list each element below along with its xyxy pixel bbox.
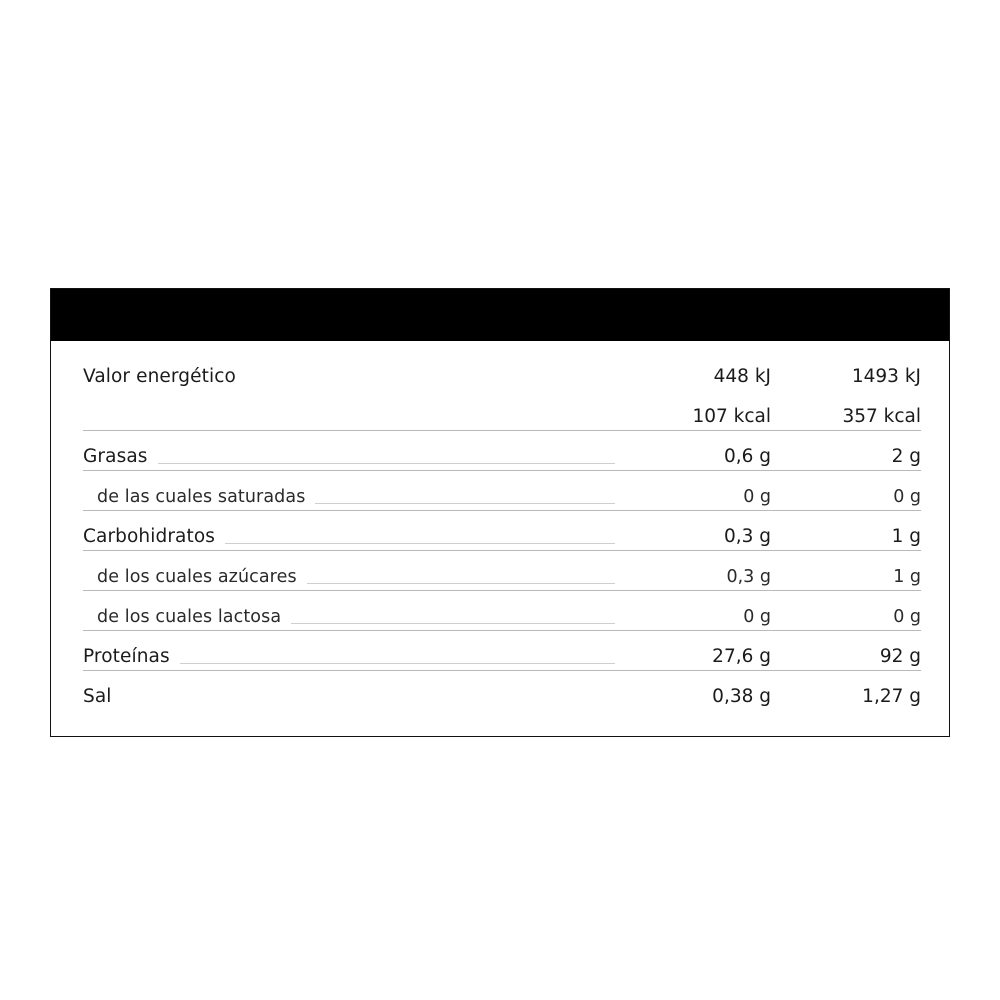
table-row (51, 511, 949, 550)
row-leader (225, 543, 615, 544)
row-value-per-portion: 1,27 g (862, 686, 921, 707)
row-value-per-100g: 107 kcal (692, 406, 771, 427)
nutrition-table-header-bar (51, 289, 949, 341)
row-label: Valor energético (83, 366, 236, 387)
row-label: de los cuales lactosa (97, 607, 282, 627)
row-value-per-100g: 0 g (743, 607, 771, 627)
row-value-per-100g: 0,38 g (712, 686, 771, 707)
row-label: Proteínas (83, 646, 170, 667)
row-value-per-portion: 0 g (893, 487, 921, 507)
row-value-per-portion: 1493 kJ (851, 366, 921, 387)
row-value-per-portion: 1 g (893, 567, 921, 587)
row-value-per-100g: 0,3 g (723, 526, 771, 547)
row-value-per-portion: 1 g (891, 526, 921, 547)
row-value-per-portion: 357 kcal (842, 406, 921, 427)
row-label: Sal (83, 686, 112, 707)
row-value-per-100g: 0,3 g (726, 567, 771, 587)
table-row (51, 551, 949, 590)
row-value-per-100g: 0 g (743, 487, 771, 507)
row-leader (315, 503, 615, 504)
row-value-per-100g: 448 kJ (713, 366, 771, 387)
row-value-per-portion: 2 g (891, 446, 921, 467)
row-label: de las cuales saturadas (97, 487, 306, 507)
row-label: Carbohidratos (83, 526, 215, 547)
row-value-per-100g: 0,6 g (723, 446, 771, 467)
table-row (51, 431, 949, 470)
table-row (51, 631, 949, 670)
table-row (51, 671, 949, 710)
row-leader (291, 623, 615, 624)
row-value-per-portion: 0 g (893, 607, 921, 627)
row-label: de los cuales azúcares (97, 567, 297, 587)
row-label: Grasas (83, 446, 148, 467)
nutrition-table-body (51, 341, 949, 736)
row-leader (307, 583, 615, 584)
nutrition-table (50, 288, 950, 737)
table-row (51, 351, 949, 390)
table-row (51, 471, 949, 510)
row-value-per-portion: 92 g (879, 646, 921, 667)
table-row (51, 591, 949, 630)
row-leader (158, 463, 616, 464)
row-value-per-100g: 27,6 g (712, 646, 771, 667)
table-row (51, 390, 949, 430)
row-leader (180, 663, 615, 664)
